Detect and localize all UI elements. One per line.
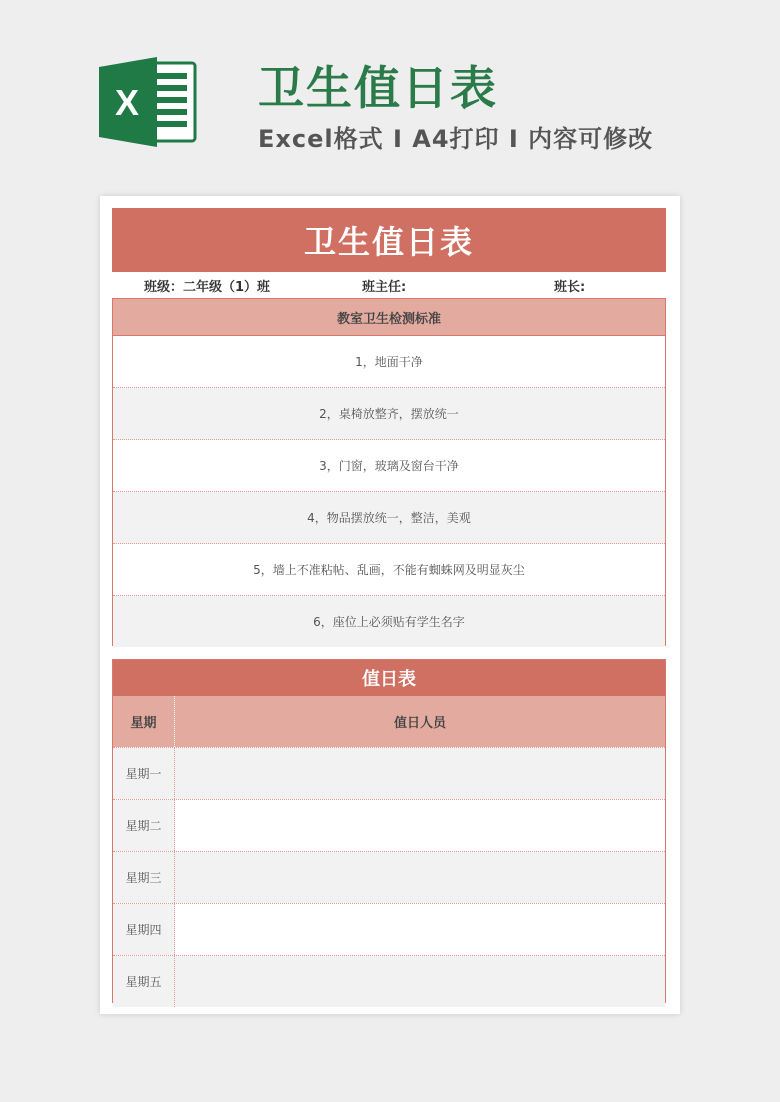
criteria-item: 6，座位上必须贴有学生名字 [113,596,665,647]
table-row [113,955,665,1007]
duty-table [112,659,666,1003]
day-cell: 星期三 [113,852,175,903]
sheet-title: 卫生值日表 [112,208,666,272]
criteria-heading: 教室卫生检测标准 [113,299,665,336]
day-cell: 星期四 [113,904,175,955]
table-row [113,851,665,903]
criteria-item: 2，桌椅放整齐，摆放统一 [113,388,665,440]
people-cell[interactable] [175,904,665,955]
criteria-item: 4，物品摆放统一，整洁，美观 [113,492,665,544]
monitor-label: 班长: [554,280,586,295]
excel-icon [99,57,197,147]
page-title: 卫生值日表 [258,61,498,115]
duty-header-row [113,696,665,747]
day-cell: 星期五 [113,956,175,1007]
document-page [100,196,680,1014]
page-subtitle: Excel格式 I A4打印 I 内容可修改 [258,125,654,153]
table-row [113,747,665,799]
criteria-table [112,298,666,646]
criteria-item: 1，地面干净 [113,336,665,388]
duty-title: 值日表 [113,660,665,696]
logo-letter: X [114,82,140,123]
people-cell[interactable] [175,800,665,851]
table-row [113,799,665,851]
people-cell[interactable] [175,852,665,903]
criteria-item: 5，墙上不准粘帖、乱画，不能有蜘蛛网及明显灰尘 [113,544,665,596]
criteria-item: 3，门窗，玻璃及窗台干净 [113,440,665,492]
day-cell: 星期一 [113,748,175,799]
col-people-header: 值日人员 [393,716,446,731]
table-row [113,903,665,955]
info-row [112,272,666,298]
people-cell[interactable] [175,956,665,1007]
people-cell[interactable] [175,748,665,799]
class-label: 班级：二年级（1）班 [144,280,271,295]
teacher-label: 班主任: [362,280,407,295]
day-cell: 星期二 [113,800,175,851]
col-day-header: 星期 [113,696,175,747]
